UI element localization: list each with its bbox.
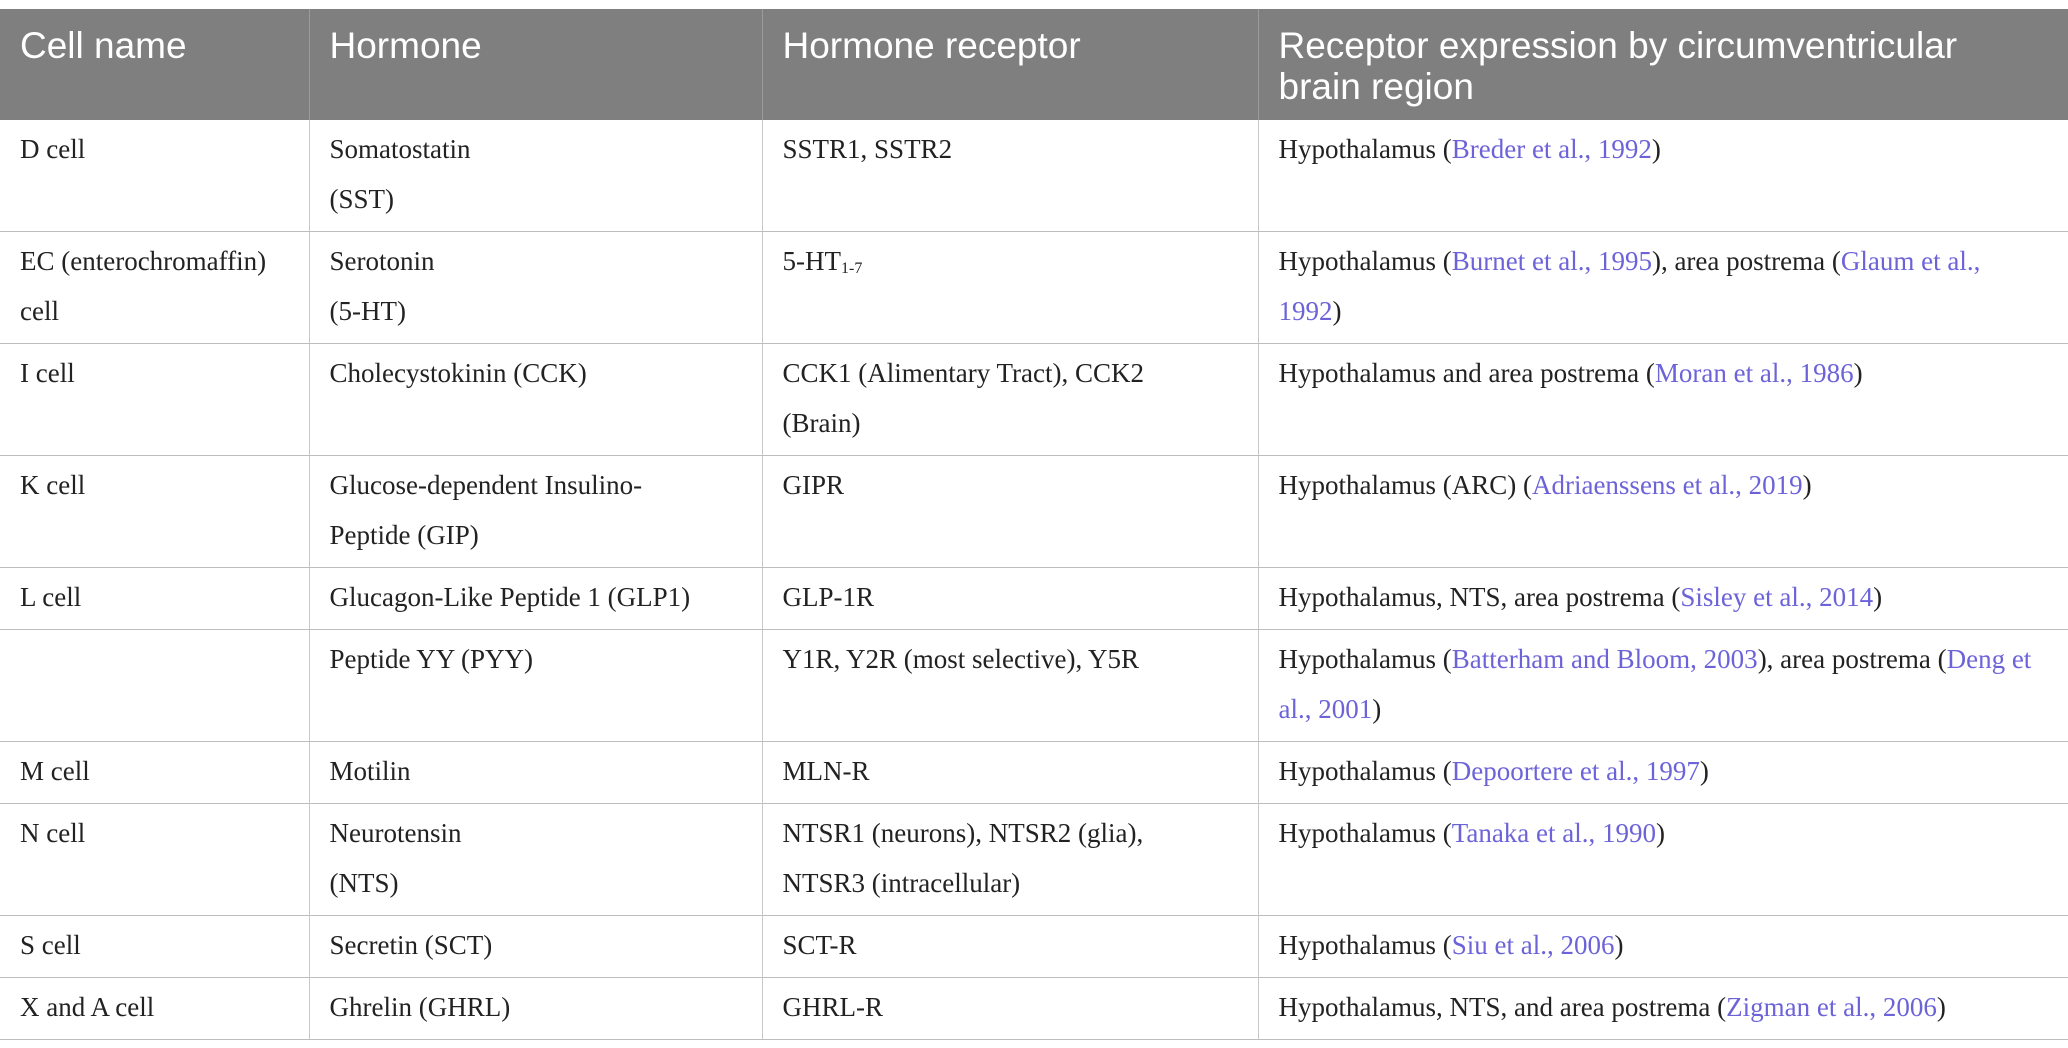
receptor-text: NTSR1 (neurons), NTSR2 (glia), [782, 818, 1144, 848]
region-text: Hypothalamus, NTS, and area postrema ( [1278, 992, 1727, 1022]
cell-name-text: cell [20, 296, 59, 326]
table-row [0, 456, 2068, 568]
hormone [309, 742, 762, 804]
header-hormone-receptor: Hormone receptor [762, 9, 1258, 120]
hormone-text: Somatostatin [329, 134, 471, 164]
region-text: ) [1853, 358, 1863, 388]
receptor-expression [1258, 804, 2068, 916]
hormone [309, 916, 762, 978]
region-text: ) [1332, 296, 1342, 326]
citation-link[interactable]: Siu et al., 2006 [1451, 930, 1615, 960]
receptor-expression [1258, 916, 2068, 978]
cell-name-text: X and A cell [20, 992, 155, 1022]
cell-name [0, 978, 309, 1040]
citation-link[interactable]: Sisley et al., 2014 [1680, 582, 1874, 612]
header-receptor-expression: Receptor expression by circumventricular brain region [1258, 9, 2068, 120]
cell-name [0, 456, 309, 568]
receptor-text: (Brain) [782, 408, 861, 438]
hormone-receptor-table-container [0, 9, 2068, 1040]
receptor-text: CCK1 (Alimentary Tract), CCK2 [782, 358, 1144, 388]
table-row [0, 568, 2068, 630]
hormone-text: Serotonin [329, 246, 435, 276]
cell-name-text: K cell [20, 470, 86, 500]
cell-name [0, 804, 309, 916]
receptor-text: SSTR1, SSTR2 [782, 134, 953, 164]
region-text: ) [1614, 930, 1624, 960]
hormone-text: Motilin [329, 756, 411, 786]
hormone [309, 456, 762, 568]
hormone-receptor [762, 742, 1258, 804]
region-text: ), area postrema ( [1757, 644, 1947, 674]
receptor-expression [1258, 742, 2068, 804]
table-body [0, 120, 2068, 1040]
hormone-text: (NTS) [329, 868, 399, 898]
receptor-text: GLP-1R [782, 582, 875, 612]
hormone [309, 120, 762, 232]
region-text: Hypothalamus, NTS, area postrema ( [1278, 582, 1681, 612]
hormone-receptor [762, 120, 1258, 232]
receptor-text: Y1R, Y2R (most selective), Y5R [782, 644, 1139, 674]
cell-name-text: S cell [20, 930, 81, 960]
hormone-text: Neurotensin [329, 818, 462, 848]
region-text: ) [1656, 818, 1666, 848]
hormone-text: Glucose-dependent Insulino- [329, 470, 643, 500]
citation-link[interactable]: Burnet et al., 1995 [1451, 246, 1652, 276]
hormone-text: Peptide YY (PYY) [329, 644, 533, 674]
hormone-receptor [762, 916, 1258, 978]
table-row [0, 344, 2068, 456]
cell-name [0, 630, 309, 742]
region-text: Hypothalamus (ARC) ( [1278, 470, 1532, 500]
hormone-receptor [762, 804, 1258, 916]
citation-link[interactable]: Deng et al., 2001 [1278, 644, 2032, 724]
hormone [309, 630, 762, 742]
table-row [0, 120, 2068, 232]
receptor-text: NTSR3 (intracellular) [782, 868, 1021, 898]
hormone-receptor-table [0, 9, 2068, 1040]
cell-name [0, 916, 309, 978]
receptor-text: GHRL-R [782, 992, 883, 1022]
hormone-text: (5-HT) [329, 296, 406, 326]
region-text: ) [1372, 694, 1382, 724]
citation-link[interactable]: Zigman et al., 2006 [1726, 992, 1937, 1022]
hormone-text: Ghrelin (GHRL) [329, 992, 511, 1022]
hormone-text: Glucagon-Like Peptide 1 (GLP1) [329, 582, 691, 612]
region-text: ) [1802, 470, 1812, 500]
table-row [0, 804, 2068, 916]
region-text: Hypothalamus ( [1278, 246, 1452, 276]
region-text: Hypothalamus ( [1278, 756, 1452, 786]
citation-link[interactable]: Tanaka et al., 1990 [1451, 818, 1657, 848]
cell-name-text: L cell [20, 582, 82, 612]
region-text: ) [1873, 582, 1883, 612]
cell-name [0, 344, 309, 456]
header-cell-name: Cell name [0, 9, 309, 120]
region-text: ) [1699, 756, 1709, 786]
receptor-text: MLN-R [782, 756, 870, 786]
citation-link[interactable]: Moran et al., 1986 [1654, 358, 1854, 388]
region-text: Hypothalamus ( [1278, 818, 1452, 848]
receptor-expression [1258, 568, 2068, 630]
table-header [0, 9, 2068, 120]
hormone-text: (SST) [329, 184, 395, 214]
receptor-expression [1258, 630, 2068, 742]
hormone-receptor [762, 978, 1258, 1040]
hormone-text: Secretin (SCT) [329, 930, 493, 960]
receptor-text: 5-HT [782, 246, 841, 276]
hormone-receptor [762, 456, 1258, 568]
cell-name [0, 120, 309, 232]
cell-name-text: D cell [20, 134, 86, 164]
table-row [0, 232, 2068, 344]
header-hormone: Hormone [309, 9, 762, 120]
table-row [0, 630, 2068, 742]
hormone-receptor [762, 344, 1258, 456]
hormone-text: Peptide (GIP) [329, 520, 479, 550]
region-text: Hypothalamus ( [1278, 930, 1452, 960]
citation-link[interactable]: Glaum et al., 1992 [1278, 246, 1981, 326]
cell-name [0, 568, 309, 630]
receptor-expression [1258, 232, 2068, 344]
cell-name-text: N cell [20, 818, 86, 848]
hormone-receptor [762, 630, 1258, 742]
receptor-subscript: 1-7 [840, 260, 863, 277]
citation-link[interactable]: Breder et al., 1992 [1451, 134, 1652, 164]
hormone [309, 344, 762, 456]
receptor-text: SCT-R [782, 930, 857, 960]
table-row [0, 742, 2068, 804]
cell-name-text: M cell [20, 756, 90, 786]
hormone-receptor [762, 232, 1258, 344]
table-row [0, 916, 2068, 978]
region-text: ), area postrema ( [1651, 246, 1841, 276]
hormone-text: Cholecystokinin (CCK) [329, 358, 587, 388]
region-text: ) [1651, 134, 1661, 164]
cell-name [0, 742, 309, 804]
cell-name-text: EC (enterochromaffin) [20, 246, 267, 276]
region-text: Hypothalamus ( [1278, 644, 1452, 674]
receptor-text: GIPR [782, 470, 845, 500]
citation-link[interactable]: Adriaenssens et al., 2019 [1531, 470, 1803, 500]
table-row [0, 978, 2068, 1040]
header-row [0, 9, 2068, 120]
hormone [309, 568, 762, 630]
receptor-expression [1258, 978, 2068, 1040]
hormone [309, 232, 762, 344]
region-text: Hypothalamus and area postrema ( [1278, 358, 1655, 388]
region-text: Hypothalamus ( [1278, 134, 1452, 164]
hormone [309, 978, 762, 1040]
hormone [309, 804, 762, 916]
receptor-expression [1258, 456, 2068, 568]
receptor-expression [1258, 120, 2068, 232]
receptor-expression [1258, 344, 2068, 456]
cell-name [0, 232, 309, 344]
cell-name-text: I cell [20, 358, 75, 388]
region-text: ) [1936, 992, 1946, 1022]
citation-link[interactable]: Batterham and Bloom, 2003 [1451, 644, 1758, 674]
citation-link[interactable]: Depoortere et al., 1997 [1451, 756, 1700, 786]
hormone-receptor [762, 568, 1258, 630]
